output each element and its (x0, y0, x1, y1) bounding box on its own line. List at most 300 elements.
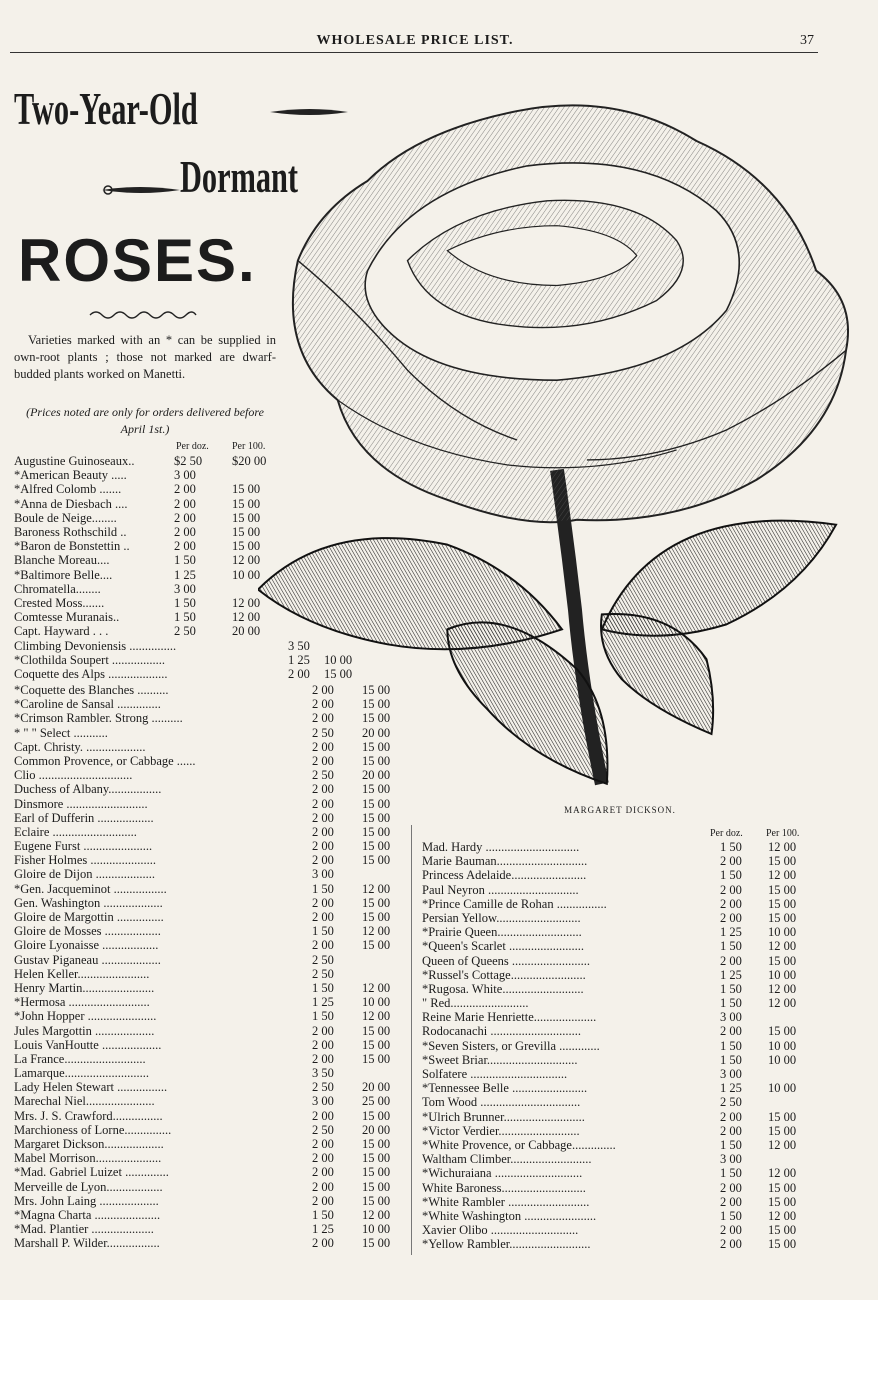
price-per-dozen: 1 50 (720, 868, 742, 883)
price-per-hundred: 12 00 (768, 1137, 797, 1152)
variety-name: Gloire Lyonaisse .................. (14, 938, 159, 953)
price-per-hundred: 15 00 (362, 697, 391, 712)
price-per-dozen: 1 50 (174, 553, 196, 568)
price-per-dozen: 2 00 (174, 539, 196, 554)
price-per-dozen: 2 00 (174, 510, 196, 525)
variety-name: Marie Bauman............................. (422, 854, 588, 869)
variety-name: *White Rambler .......................... (422, 1194, 590, 1209)
price-per-hundred: 12 00 (232, 553, 261, 568)
price-per-hundred: 12 00 (232, 610, 261, 625)
price-per-dozen: 2 00 (312, 1165, 334, 1180)
price-row (14, 938, 409, 952)
col-head-per-doz-right: Per doz. (710, 828, 743, 839)
price-per-hundred: 15 00 (362, 1165, 391, 1180)
price-row (422, 1138, 822, 1152)
price-per-hundred: 10 00 (362, 1222, 391, 1237)
price-per-dozen: 1 25 (720, 925, 742, 940)
price-per-dozen: 2 00 (312, 1037, 334, 1052)
price-per-dozen: $2 50 (174, 454, 203, 468)
variety-name: *Victor Verdier.......................... (422, 1123, 580, 1138)
price-note: (Prices noted are only for orders delivered before April 1st.) (26, 405, 264, 436)
price-row (14, 1222, 409, 1236)
price-per-dozen: 2 00 (174, 524, 196, 539)
price-per-hundred: 12 00 (362, 1009, 391, 1024)
variety-name: Gloire de Dijon ................... (14, 867, 155, 882)
price-per-hundred: 15 00 (768, 882, 797, 897)
price-per-dozen: 2 00 (720, 1180, 742, 1195)
price-per-hundred: 10 00 (232, 567, 261, 582)
price-row (422, 868, 822, 882)
price-row (14, 1080, 409, 1094)
price-row (14, 582, 294, 596)
page-number: 37 (800, 33, 814, 48)
price-per-hundred: 10 00 (768, 1081, 797, 1096)
variety-name: Gen. Washington ................... (14, 895, 163, 910)
col-head-per-doz-left: Per doz. (176, 441, 209, 452)
price-per-dozen: 2 00 (312, 1193, 334, 1208)
price-per-dozen: 2 00 (720, 1109, 742, 1124)
variety-name: Rodocanachi ............................. (422, 1024, 582, 1039)
variety-name: *Prairie Queen........................... (422, 925, 582, 940)
price-row (422, 996, 822, 1010)
variety-name: Merveille de Lyon.................. (14, 1179, 163, 1194)
price-per-dozen: 2 00 (312, 782, 334, 797)
price-row (422, 883, 822, 897)
price-per-dozen: 2 00 (312, 853, 334, 868)
price-per-dozen: 2 50 (312, 952, 334, 967)
price-row (14, 539, 294, 553)
price-per-dozen: 1 50 (312, 980, 334, 995)
price-row (422, 1010, 822, 1024)
variety-name: *Baron de Bonstettin .. (14, 539, 130, 554)
price-per-hundred: 15 00 (768, 1194, 797, 1209)
variety-name: Marshall P. Wilder................. (14, 1236, 160, 1251)
price-per-dozen: 3 00 (720, 1010, 742, 1025)
price-per-hundred: 15 00 (768, 1180, 797, 1195)
price-per-dozen: 2 00 (312, 1179, 334, 1194)
variety-name: *Caroline de Sansal .............. (14, 697, 161, 712)
price-per-dozen: 2 00 (720, 910, 742, 925)
variety-name: Baroness Rothschild .. (14, 524, 127, 539)
variety-name: Blanche Moreau.... (14, 553, 110, 568)
price-per-hundred: 15 00 (362, 1151, 391, 1166)
variety-name: *Mad. Gabriel Luizet .............. (14, 1165, 169, 1180)
price-row (14, 468, 294, 482)
price-row (422, 1209, 822, 1223)
price-per-hundred: 15 00 (362, 796, 391, 811)
price-per-dozen: 2 50 (312, 768, 334, 783)
variety-name: *Sweet Briar............................. (422, 1052, 578, 1067)
price-per-hundred: 12 00 (362, 881, 391, 896)
variety-name: Waltham Climber.......................... (422, 1152, 592, 1167)
price-per-hundred: 15 00 (362, 753, 391, 768)
variety-name: Boule de Neige........ (14, 510, 117, 525)
price-per-hundred: 12 00 (768, 981, 797, 996)
price-row (14, 511, 294, 525)
price-list-upper (14, 454, 294, 638)
price-per-dozen: 1 25 (174, 567, 196, 582)
price-per-hundred: 12 00 (362, 924, 391, 939)
variety-name: *Magna Charta ..................... (14, 1207, 161, 1222)
price-row (14, 1165, 409, 1179)
price-row (422, 1067, 822, 1081)
price-row (14, 1066, 409, 1080)
variety-name: Duchess of Albany................. (14, 782, 162, 797)
price-per-hundred: 15 00 (768, 1109, 797, 1124)
price-per-hundred: 20 00 (362, 1122, 391, 1137)
price-per-dozen: 2 00 (312, 824, 334, 839)
price-per-hundred: 10 00 (768, 1052, 797, 1067)
price-row (14, 610, 294, 624)
price-per-dozen: 3 50 (288, 639, 310, 653)
variety-name: *Mad. Plantier .................... (14, 1222, 154, 1237)
price-row (14, 568, 294, 582)
price-row (422, 1053, 822, 1067)
price-per-hundred: 15 00 (232, 496, 261, 511)
price-per-dozen: 1 50 (312, 1009, 334, 1024)
price-row (14, 995, 409, 1009)
wavy-ornament (88, 308, 198, 322)
variety-name: White Baroness........................... (422, 1180, 586, 1195)
price-per-hundred: 15 00 (362, 1037, 391, 1052)
price-row (422, 1024, 822, 1038)
price-per-hundred: 15 00 (362, 853, 391, 868)
price-per-dozen: 2 00 (720, 882, 742, 897)
variety-name: Augustine Guinoseaux.. (14, 454, 135, 468)
variety-name: Xavier Olibo ............................ (422, 1223, 579, 1238)
price-per-dozen: 1 50 (720, 1038, 742, 1053)
price-row (422, 1181, 822, 1195)
price-per-dozen: 1 50 (174, 610, 196, 625)
variety-name: Fisher Holmes ..................... (14, 853, 157, 868)
price-row (14, 1094, 409, 1108)
variety-name: Lamarque........................... (14, 1066, 150, 1081)
price-per-dozen: 1 25 (720, 1081, 742, 1096)
price-per-dozen: 2 00 (312, 910, 334, 924)
title-two-year-old: Two-Year-Old (14, 83, 198, 134)
price-per-hundred: 15 00 (768, 1223, 797, 1238)
price-per-hundred: 12 00 (768, 868, 797, 883)
variety-name: *Hermosa .......................... (14, 995, 150, 1010)
price-per-dozen: 2 50 (312, 725, 334, 740)
price-per-hundred: 15 00 (768, 896, 797, 911)
price-per-dozen: 2 00 (720, 953, 742, 968)
flourish-left-ornament (100, 182, 180, 198)
price-per-hundred: 12 00 (768, 939, 797, 954)
price-per-dozen: 2 00 (720, 1223, 742, 1238)
price-row (422, 1152, 822, 1166)
price-per-dozen: 2 00 (312, 938, 334, 953)
price-per-dozen: 1 25 (312, 995, 334, 1010)
price-per-hundred: 15 00 (362, 739, 391, 754)
price-per-dozen: 2 00 (174, 482, 196, 497)
price-row (422, 1166, 822, 1180)
price-per-hundred: 15 00 (768, 1123, 797, 1138)
price-per-hundred: 15 00 (362, 1023, 391, 1038)
price-row (14, 1038, 409, 1052)
price-row (14, 1151, 409, 1165)
price-per-dozen: 1 25 (720, 967, 742, 982)
price-row (14, 1194, 409, 1208)
variety-name: Eugene Furst ...................... (14, 839, 153, 854)
variety-name: *Crimson Rambler. Strong .......... (14, 711, 183, 726)
price-per-dozen: 2 00 (174, 496, 196, 511)
variety-name: Jules Margottin ................... (14, 1023, 155, 1038)
price-per-dozen: 2 00 (312, 1137, 334, 1151)
variety-name: *Yellow Rambler.......................... (422, 1237, 591, 1252)
price-per-hundred: 20 00 (362, 1080, 391, 1095)
variety-name: *Coquette des Blanches .......... (14, 683, 169, 697)
price-per-dozen: 1 50 (312, 881, 334, 896)
price-row (422, 1195, 822, 1209)
price-per-hundred: 12 00 (768, 840, 797, 854)
variety-name: Solfatere ............................... (422, 1067, 568, 1081)
variety-name: *Baltimore Belle.... (14, 567, 113, 582)
price-per-dozen: 2 00 (720, 896, 742, 911)
price-per-hundred: 15 00 (768, 1237, 797, 1252)
price-row (14, 1052, 409, 1066)
price-per-dozen: 1 50 (720, 1052, 742, 1067)
price-per-hundred: 10 00 (362, 995, 391, 1010)
price-per-dozen: 2 00 (720, 1237, 742, 1252)
variety-name: Henry Martin....................... (14, 980, 155, 995)
price-per-dozen: 3 00 (174, 581, 196, 596)
price-per-hundred: 15 00 (768, 953, 797, 968)
price-per-hundred: 15 00 (362, 1137, 391, 1151)
price-per-hundred: 15 00 (362, 1179, 391, 1194)
price-per-hundred: 15 00 (362, 683, 391, 697)
variety-name: Louis VanHoutte ................... (14, 1037, 162, 1052)
variety-name: *Seven Sisters, or Grevilla ............. (422, 1038, 600, 1053)
price-per-dozen: 3 00 (720, 1152, 742, 1167)
price-per-dozen: 1 50 (720, 1137, 742, 1152)
price-row (422, 939, 822, 953)
price-per-dozen: 2 00 (312, 1108, 334, 1123)
price-per-hundred: 12 00 (362, 980, 391, 995)
price-per-dozen: 2 50 (720, 1095, 742, 1110)
variety-name: Persian Yellow........................... (422, 910, 581, 925)
price-per-dozen: 1 25 (288, 653, 310, 668)
variety-name: Marechal Niel...................... (14, 1094, 155, 1109)
price-per-dozen: 2 00 (312, 697, 334, 712)
price-row (14, 1109, 409, 1123)
price-per-dozen: 2 00 (312, 739, 334, 754)
col-head-per-100-left: Per 100. (232, 441, 266, 452)
price-row (14, 1009, 409, 1023)
price-per-dozen: 3 50 (312, 1066, 334, 1081)
variety-name: *Clothilda Soupert ................. (14, 653, 166, 668)
variety-name: Helen Keller....................... (14, 966, 150, 981)
variety-name: Princess Adelaide........................ (422, 868, 587, 883)
price-per-dozen: 1 50 (720, 840, 742, 854)
variety-name: *Queen's Scarlet ........................ (422, 939, 584, 954)
variety-name: * " " Select ........... (14, 725, 108, 740)
price-row (14, 910, 409, 924)
price-per-dozen: 2 00 (312, 1151, 334, 1166)
price-per-hundred: 12 00 (362, 1207, 391, 1222)
price-row (14, 1180, 409, 1194)
price-row (422, 1124, 822, 1138)
price-per-hundred: $20 00 (232, 454, 267, 468)
price-row (14, 1024, 409, 1038)
variety-name: Clio .............................. (14, 768, 133, 783)
price-row (422, 897, 822, 911)
price-per-dozen: 1 50 (312, 924, 334, 939)
price-per-dozen: 3 00 (312, 867, 334, 882)
price-per-hundred: 15 00 (768, 854, 797, 869)
price-row (14, 553, 294, 567)
price-per-hundred: 15 00 (324, 667, 353, 682)
title-roses: ROSES. (18, 227, 257, 294)
price-per-hundred: 10 00 (768, 967, 797, 982)
variety-name: Mrs. John Laing ................... (14, 1193, 159, 1208)
price-row (14, 839, 409, 853)
price-per-hundred: 15 00 (362, 839, 391, 854)
price-per-hundred: 12 00 (768, 1166, 797, 1181)
price-per-hundred: 10 00 (768, 925, 797, 940)
variety-name: Eclaire ........................... (14, 824, 137, 839)
price-row (14, 482, 294, 496)
price-per-hundred: 15 00 (362, 711, 391, 726)
price-row (422, 911, 822, 925)
price-row (14, 924, 409, 938)
price-per-hundred: 15 00 (232, 524, 261, 539)
price-row (14, 867, 409, 881)
price-per-dozen: 1 50 (174, 595, 196, 610)
variety-name: Comtesse Muranais.. (14, 610, 120, 625)
price-per-dozen: 2 50 (312, 966, 334, 981)
price-per-hundred: 15 00 (768, 910, 797, 925)
page-header-title: WHOLESALE PRICE LIST. (316, 33, 514, 48)
variety-name: Coquette des Alps ................... (14, 667, 168, 682)
rose-illustration (258, 70, 856, 800)
variety-name: Tom Wood ................................ (422, 1095, 581, 1110)
variety-name: *Prince Camille de Rohan ................ (422, 896, 607, 911)
price-per-dozen: 2 00 (312, 711, 334, 726)
price-per-hundred: 15 00 (232, 539, 261, 554)
variety-name: Common Provence, or Cabbage ...... (14, 753, 196, 768)
variety-name: *Gen. Jacqueminot ................. (14, 881, 167, 896)
variety-name: Lady Helen Stewart ................ (14, 1080, 168, 1095)
variety-name: Gloire de Margottin ............... (14, 910, 164, 924)
price-row (14, 825, 409, 839)
variety-name: *Alfred Colomb ....... (14, 482, 122, 497)
price-per-dozen: 2 00 (720, 1024, 742, 1039)
price-row (14, 967, 409, 981)
price-row (422, 1095, 822, 1109)
variety-name: Reine Marie Henriette.................... (422, 1010, 597, 1025)
price-per-hundred: 15 00 (362, 1236, 391, 1251)
price-row (422, 954, 822, 968)
variety-name: Climbing Devoniensis ............... (14, 639, 177, 653)
price-per-dozen: 1 50 (720, 1166, 742, 1181)
price-row (422, 854, 822, 868)
price-row (14, 525, 294, 539)
price-per-dozen: 2 00 (720, 854, 742, 869)
price-per-hundred: 15 00 (232, 482, 261, 497)
price-per-dozen: 2 00 (312, 895, 334, 910)
variety-name: La France.......................... (14, 1051, 146, 1066)
price-per-dozen: 2 50 (312, 1080, 334, 1095)
price-per-hundred: 15 00 (362, 895, 391, 910)
variety-name: *Wichuraiana ............................ (422, 1166, 583, 1181)
price-per-dozen: 2 00 (312, 683, 334, 697)
price-per-dozen: 3 00 (312, 1094, 334, 1109)
price-per-dozen: 2 00 (720, 1194, 742, 1209)
variety-name: *American Beauty ..... (14, 468, 127, 483)
price-per-hundred: 12 00 (232, 595, 261, 610)
price-per-dozen: 2 00 (312, 1023, 334, 1038)
price-row (14, 1236, 409, 1250)
price-row (422, 968, 822, 982)
variety-name: Gloire de Mosses .................. (14, 924, 161, 939)
variety-name: *White Washington ....................... (422, 1208, 597, 1223)
price-per-dozen: 1 25 (312, 1222, 334, 1237)
price-per-hundred: 15 00 (362, 1193, 391, 1208)
price-per-dozen: 2 00 (312, 796, 334, 811)
price-per-hundred: 10 00 (324, 653, 353, 668)
variety-name: Paul Neyron ............................. (422, 882, 579, 897)
variety-name: Crested Moss....... (14, 595, 105, 610)
variety-name: *Russel's Cottage........................ (422, 967, 586, 982)
price-row (422, 840, 822, 854)
price-per-hundred: 15 00 (362, 1108, 391, 1123)
price-row (422, 1110, 822, 1124)
price-per-dozen: 1 50 (720, 981, 742, 996)
price-row (14, 811, 409, 825)
variety-name: Capt. Hayward . . . (14, 624, 109, 639)
variety-name: Capt. Christy. ................... (14, 739, 146, 754)
price-row (14, 624, 294, 638)
variety-name: Marchioness of Lorne............... (14, 1122, 172, 1137)
price-per-dozen: 2 00 (312, 1051, 334, 1066)
variety-name: Margaret Dickson................... (14, 1137, 164, 1151)
variety-name: Queen of Queens ......................... (422, 953, 591, 968)
price-row (422, 1081, 822, 1095)
variety-name: *Anna de Diesbach .... (14, 496, 128, 511)
price-per-hundred: 15 00 (362, 1051, 391, 1066)
price-row (422, 1237, 822, 1251)
variety-name: Chromatella........ (14, 581, 101, 596)
variety-name: Mad. Hardy .............................. (422, 840, 580, 854)
price-per-dozen: 2 00 (312, 839, 334, 854)
variety-name: *Rugosa. White.......................... (422, 981, 584, 996)
variety-name: Earl of Dufferin .................. (14, 810, 154, 825)
price-row (14, 1137, 409, 1151)
price-row (14, 1208, 409, 1222)
price-per-hundred: 15 00 (362, 938, 391, 953)
col-head-per-100-right: Per 100. (766, 828, 800, 839)
price-per-hundred: 10 00 (768, 1038, 797, 1053)
price-row (14, 953, 409, 967)
price-per-dozen: 1 50 (720, 939, 742, 954)
price-per-dozen: 2 50 (174, 624, 196, 639)
price-per-hundred: 15 00 (362, 824, 391, 839)
variety-name: Mabel Morrison..................... (14, 1151, 162, 1166)
price-row (422, 1039, 822, 1053)
price-row (14, 1123, 409, 1137)
price-per-hundred: 12 00 (768, 1208, 797, 1223)
price-per-hundred: 20 00 (232, 624, 261, 639)
price-per-hundred: 15 00 (362, 910, 391, 924)
price-per-hundred: 15 00 (232, 510, 261, 525)
price-row (422, 1223, 822, 1237)
variety-name: Dinsmore .......................... (14, 796, 148, 811)
variety-name: *John Hopper ...................... (14, 1009, 157, 1024)
price-per-hundred: 15 00 (768, 1024, 797, 1039)
price-row (14, 497, 294, 511)
variety-name: *White Provence, or Cabbage.............. (422, 1137, 616, 1152)
